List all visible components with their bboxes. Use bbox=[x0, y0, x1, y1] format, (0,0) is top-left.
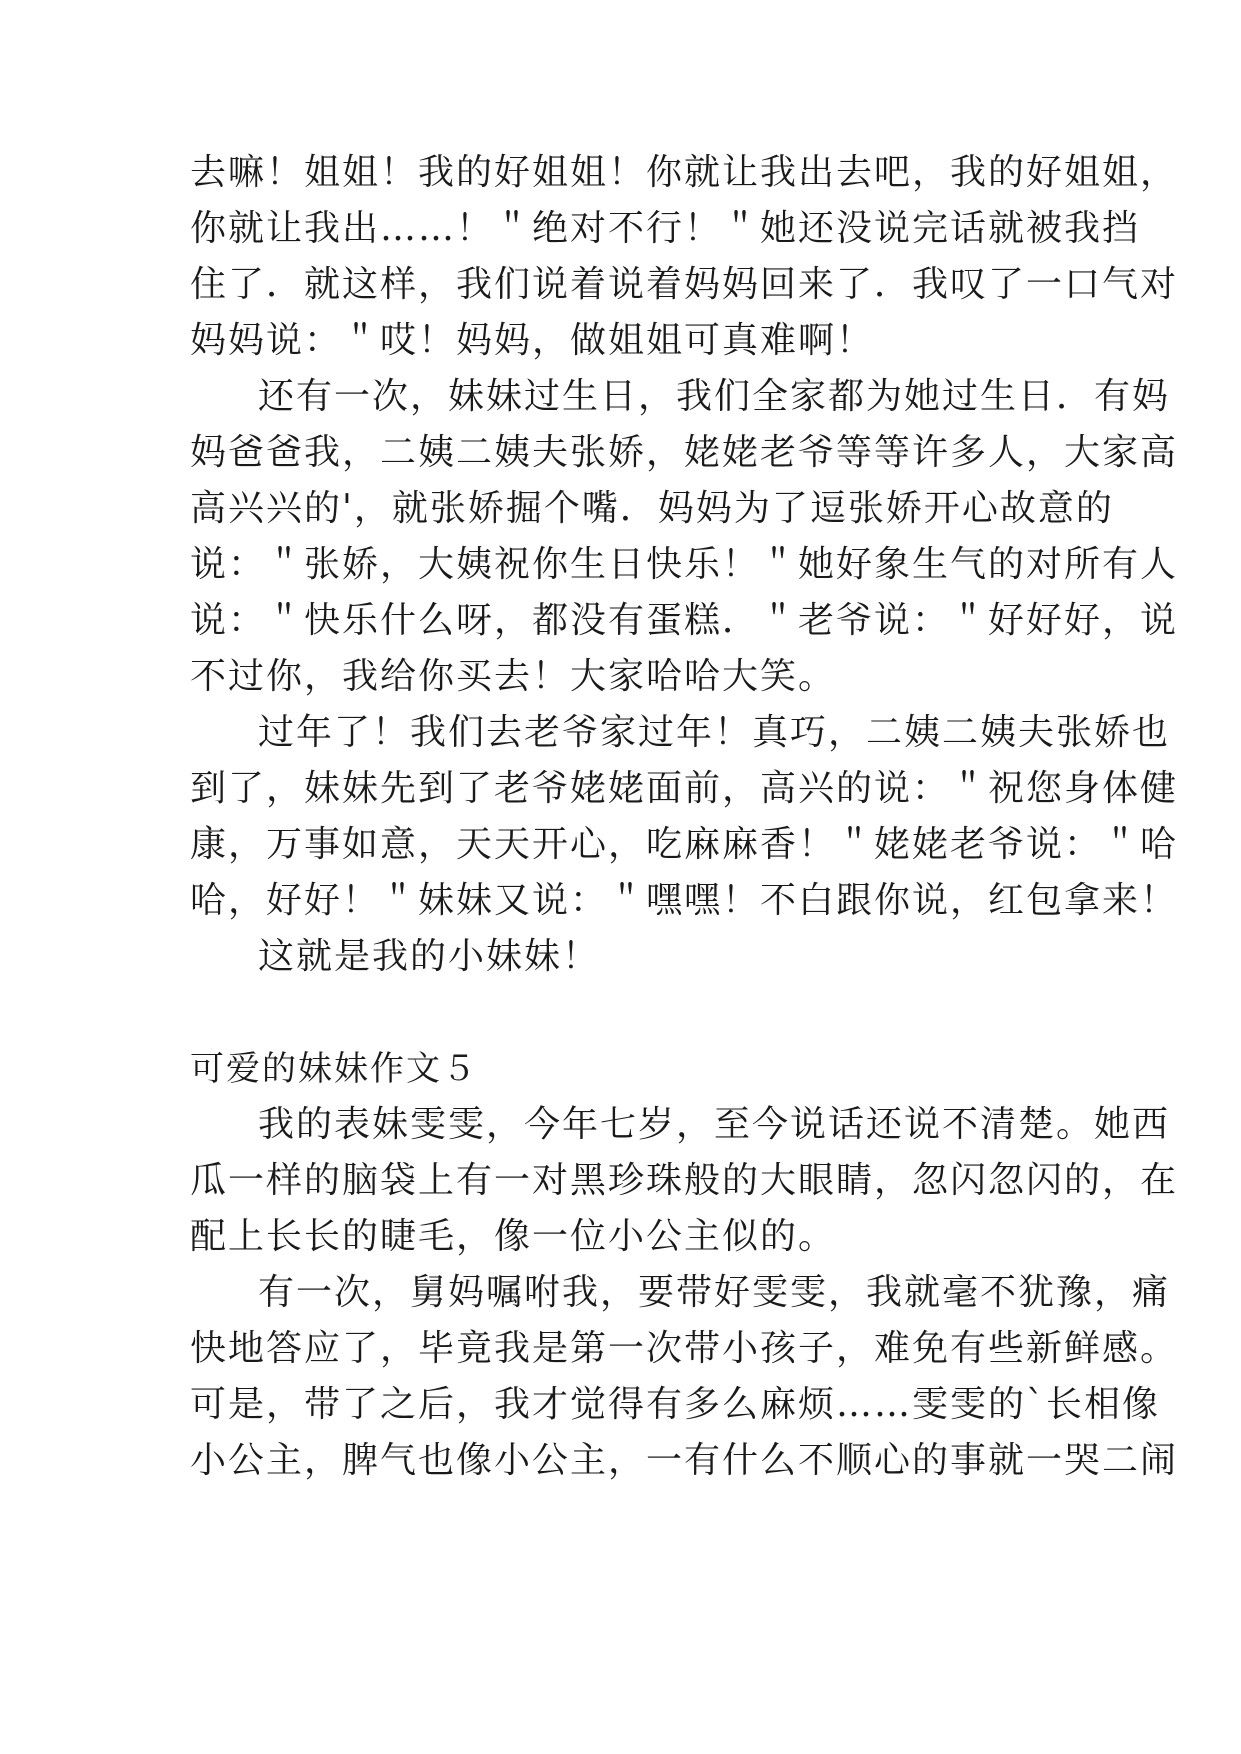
text-line: 你就让我出……！＂绝对不行！＂她还没说完话就被我挡 bbox=[190, 208, 1141, 249]
text-line: 小公主，脾气也像小公主，一有什么不顺心的事就一哭二闹 bbox=[190, 1440, 1179, 1481]
text-line: 高兴兴的'，就张娇掘个嘴．妈妈为了逗张娇开心故意的 bbox=[190, 488, 1114, 529]
essay-title: 可爱的妹妹作文５ bbox=[190, 1049, 478, 1089]
text-line: 妈爸爸我，二姨二姨夫张娇，姥姥老爷等等许多人，大家高 bbox=[190, 432, 1179, 473]
paragraph-start: 过年了！我们去老爷家过年！真巧，二姨二姨夫张娇也 bbox=[258, 712, 1171, 753]
text-line: 说：＂张娇，大姨祝你生日快乐！＂她好象生气的对所有人 bbox=[190, 544, 1179, 585]
text-line: 不过你，我给你买去！大家哈哈大笑。 bbox=[190, 656, 837, 697]
paragraph-start: 有一次，舅妈嘱咐我，要带好雯雯，我就毫不犹豫，痛 bbox=[258, 1272, 1171, 1313]
text-line: 快地答应了，毕竟我是第一次带小孩子，难免有些新鲜感。 bbox=[190, 1328, 1179, 1369]
text-line: 瓜一样的脑袋上有一对黑珍珠般的大眼睛，忽闪忽闪的，在 bbox=[190, 1160, 1179, 1201]
paragraph-start: 还有一次，妹妹过生日，我们全家都为她过生日．有妈 bbox=[258, 376, 1171, 417]
text-line: 配上长长的睫毛，像一位小公主似的。 bbox=[190, 1216, 837, 1257]
text-line: 住了．就这样，我们说着说着妈妈回来了．我叹了一口气对 bbox=[190, 264, 1179, 305]
text-line: 哈，好好！＂妹妹又说：＂嘿嘿！不白跟你说，红包拿来！ bbox=[190, 880, 1179, 921]
text-line: 去嘛！姐姐！我的好姐姐！你就让我出去吧，我的好姐姐， bbox=[190, 152, 1179, 193]
paragraph-start: 我的表妹雯雯，今年七岁，至今说话还说不清楚。她西 bbox=[258, 1104, 1171, 1145]
paragraph-start: 这就是我的小妹妹！ bbox=[258, 936, 601, 977]
text-line: 妈妈说：＂哎！妈妈，做姐姐可真难啊！ bbox=[190, 320, 875, 361]
text-line: 康，万事如意，天天开心，吃麻麻香！＂姥姥老爷说：＂哈 bbox=[190, 824, 1179, 865]
text-line: 说：＂快乐什么呀，都没有蛋糕．＂老爷说：＂好好好，说 bbox=[190, 600, 1179, 641]
text-line: 可是，带了之后，我才觉得有多么麻烦……雯雯的`长相像 bbox=[190, 1384, 1161, 1425]
text-line: 到了，妹妹先到了老爷姥姥面前，高兴的说：＂祝您身体健 bbox=[190, 768, 1179, 809]
